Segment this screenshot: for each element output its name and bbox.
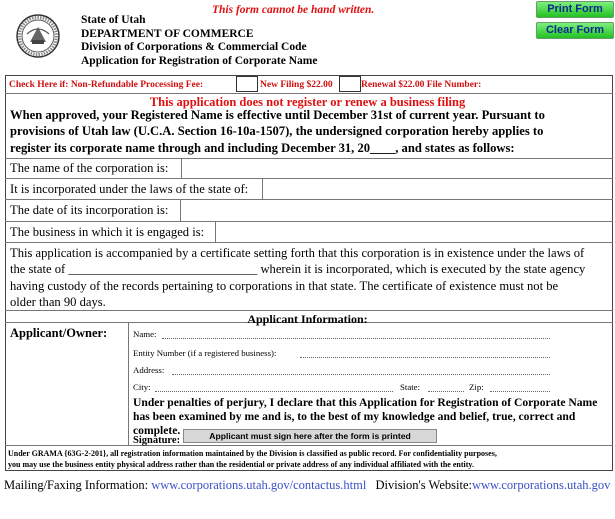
signature-label: Signature: [133, 435, 181, 446]
divider [5, 158, 613, 159]
incorporation-state-input[interactable] [264, 180, 611, 198]
new-filing-label: New Filing $22.00 [260, 80, 333, 90]
fee-check-label: Check Here if: Non-Refundable Processing Fee: [9, 80, 204, 90]
certificate-line: having custody of the records pertaining to corporations in that state. The certificate of existence must not be [10, 279, 559, 293]
new-filing-checkbox[interactable] [236, 76, 258, 92]
handwriting-warning: This form cannot be hand written. [212, 4, 375, 16]
entity-number-input[interactable] [300, 357, 550, 358]
print-form-button[interactable]: Print Form [536, 1, 614, 18]
divider [5, 93, 613, 94]
certificate-line: This application is accompanied by a certificate setting forth that this corporation is in existence under the laws of [10, 246, 585, 260]
divider [262, 178, 263, 199]
intro-line: provisions of Utah law (U.C.A. Section 16-10a-1507), the undersigned corporation hereby applies to [10, 124, 544, 138]
state-seal-icon [16, 14, 60, 58]
state-input[interactable] [428, 391, 464, 392]
state-label: State: [400, 382, 421, 392]
applicant-section-header: Applicant Information: [247, 312, 368, 326]
intro-line: register its corporate name through and including December 31, 20____, and states as follows: [10, 141, 515, 155]
contact-link[interactable]: www.corporations.utah.gov/contactus.html [151, 478, 367, 492]
clear-form-button[interactable]: Clear Form [536, 22, 614, 39]
website-label: Division's Website: [375, 478, 472, 492]
grama-notice-line: you may use the business entity physical address rather than the residential or private address of any individual affiliated with the entity. [8, 460, 474, 469]
signature-note: Applicant must sign here after the form is printed [183, 429, 437, 443]
incorporation-date-input[interactable] [182, 201, 611, 220]
website-link[interactable]: www.corporations.utah.gov [471, 478, 611, 492]
incorporation-state-label: It is incorporated under the laws of the state of: [10, 182, 249, 196]
city-label: City: [133, 382, 151, 392]
file-number-input[interactable] [496, 78, 610, 91]
business-input[interactable] [217, 223, 611, 241]
grama-notice-line: Under GRAMA {63G-2-201}, all registration information maintained by the Division is classified as public record. For confidentiality purposes, [8, 449, 497, 458]
zip-label: Zip: [469, 382, 484, 392]
divider [181, 158, 182, 178]
intro-line: When approved, your Registered Name is effective until December 31st of current year. Pursuant to [10, 108, 545, 122]
corporation-name-label: The name of the corporation is: [10, 161, 169, 175]
footer [4, 478, 610, 493]
corporation-name-input[interactable] [183, 160, 611, 177]
mailing-label: Mailing/Faxing Information: [4, 478, 149, 492]
name-input[interactable] [162, 338, 550, 339]
divider [5, 199, 613, 200]
perjury-declaration: Under penalties of perjury, I declare that this Application for Registration of Corporate Name has been examined by me and is, to the best of my knowledge and belief, true, correct and complete. [133, 396, 598, 437]
divider [5, 178, 613, 179]
applicant-owner-label: Applicant/Owner: [10, 326, 108, 340]
notice-banner: This application does not register or renew a business filing [149, 95, 466, 109]
city-input[interactable] [155, 391, 393, 392]
organization-block [81, 14, 317, 68]
divider [5, 445, 613, 446]
name-label: Name: [133, 329, 157, 339]
org-department: DEPARTMENT OF COMMERCE [81, 27, 254, 40]
divider [5, 221, 613, 222]
business-label: The business in which it is engaged is: [10, 225, 205, 239]
renewal-label: Renewal $22.00 File Number: [361, 80, 482, 90]
form-title: Application for Registration of Corporate Name [81, 54, 318, 67]
certificate-line: the state of ______________________________ wherein it is incorporated, which is executed by the state agency [10, 262, 586, 276]
entity-number-label: Entity Number (if a registered business): [133, 348, 277, 358]
address-input[interactable] [172, 374, 550, 375]
org-state: State of Utah [81, 14, 146, 26]
divider [5, 242, 613, 243]
certificate-line: older than 90 days. [10, 295, 106, 309]
incorporation-date-label: The date of its incorporation is: [10, 203, 169, 217]
zip-input[interactable] [490, 391, 550, 392]
divider [5, 310, 613, 311]
certificate-state-input[interactable] [76, 262, 262, 276]
renewal-checkbox[interactable] [339, 76, 361, 92]
org-division: Division of Corporations & Commercial Code [81, 41, 307, 54]
address-label: Address: [133, 365, 165, 375]
divider [215, 221, 216, 242]
divider [180, 199, 181, 221]
divider [128, 322, 129, 445]
